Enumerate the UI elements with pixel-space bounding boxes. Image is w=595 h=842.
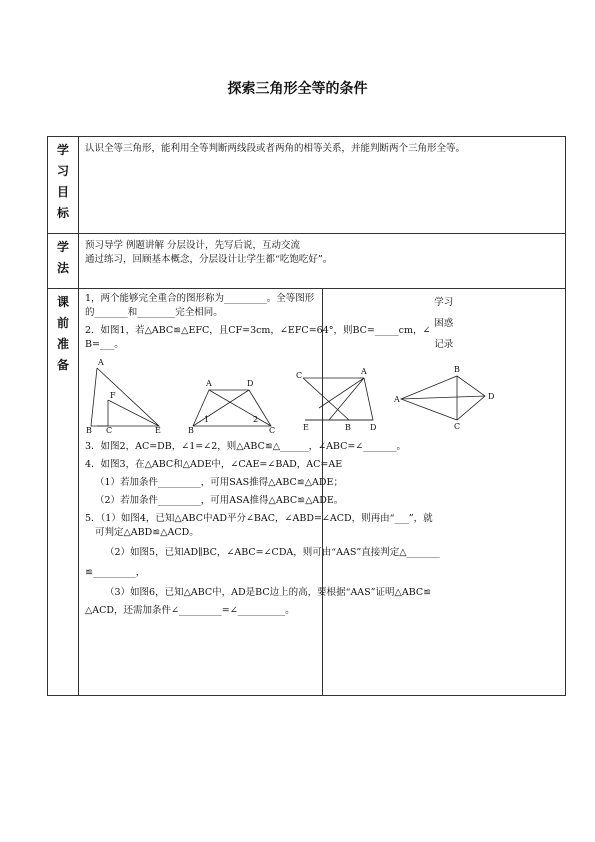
fig3-label-a: A: [361, 367, 367, 376]
fig2-label-1: 1: [204, 415, 210, 424]
question-5-part-1-line-1: 5．（1）如图4，已知△ABC中AD平分∠BAC，∠ABD=∠ACD，则再由“___”，就: [85, 513, 433, 524]
figure-3: [303, 378, 373, 420]
figure-1: [91, 368, 159, 426]
fig1-label-b: B: [86, 426, 92, 434]
method-row: [48, 234, 566, 289]
fig1-label-c: C: [106, 426, 113, 434]
question-1: 1，两个能够完全重合的图形称为_________。全等图形的_______和________完全相同。: [85, 293, 315, 318]
fig4-label-d: D: [488, 392, 495, 401]
fig4-label-b: B: [454, 365, 460, 374]
fig2-label-2: 2: [253, 415, 259, 424]
method-line-1: 预习导学 例题讲解 分层设计，先写后说，互动交流: [85, 240, 301, 251]
fig2-label-b: B: [188, 426, 194, 434]
figures-svg: [85, 356, 513, 434]
fig1-line-fc: [97, 400, 108, 426]
fig1-line-fe: [108, 400, 159, 426]
method-line-2: 通过练习，回顾基本概念，分层设计让学生都“吃饱吃好”。: [85, 254, 333, 265]
fig1-label-e: E: [155, 426, 161, 434]
fig3-label-e: E: [303, 423, 309, 432]
fig3-label-c: C: [296, 371, 303, 380]
question-5-part-3-line-1: （3）如图6，已知△ABC中，AD是BC边上的高，要根据“AAS”证明△ABC≌: [105, 587, 432, 598]
prep-header: 课 前 准 备: [48, 289, 79, 696]
fig1-label-f: F: [110, 391, 116, 400]
fig4-label-c: C: [454, 422, 461, 431]
fig3-label-b: B: [345, 423, 351, 432]
question-4-part-1: （1）若加条件_________，可用SAS推得△ABC≌△ADE；: [95, 477, 343, 488]
method-header: 学 法: [48, 234, 79, 289]
question-3: 3．如图2，AC=DB，∠1=∠2，则△ABC≌△______，∠ABC=∠_______。: [85, 441, 407, 452]
prep-row: [48, 289, 566, 696]
question-5-part-2-line-1: （2）如图5，已知AD∥BC，∠ABC=∠CDA，则可由“AAS”直接判定△_______: [105, 547, 440, 558]
fig2-label-c: C: [269, 426, 276, 434]
fig4-quad: [401, 376, 485, 420]
fig2-label-a: A: [206, 379, 212, 388]
figures-area: [85, 356, 495, 434]
question-4: 4．如图3，在△ABC和△ADE中，∠CAE=∠BAD，AC=AE: [85, 459, 343, 470]
fig3-lines: [303, 378, 373, 420]
fig3-label-d: D: [370, 423, 377, 432]
fig3-ab: [329, 378, 364, 420]
figure-4: [401, 376, 485, 420]
fig4-label-a: A: [394, 395, 400, 404]
fig4-ad: [401, 396, 485, 399]
method-text: [79, 234, 566, 289]
page-title: 探索三角形全等的条件: [227, 81, 368, 97]
question-4-part-2: （2）若加条件_________，可用ASA推得△ABC≌△ADE。: [95, 495, 344, 506]
goal-text: 认识全等三角形，能利用全等判断两线段或者两角的相等关系，并能判断两个三角形全等。: [79, 137, 566, 234]
goal-row: [48, 137, 566, 234]
question-2-line-1: 2．如图1，若△ABC≌△EFC，且CF=3cm，∠EFC=64°，则BC=_____cm，∠: [85, 325, 431, 336]
fig1-label-a: A: [98, 358, 104, 367]
fig1-triangle-abe: [91, 368, 159, 426]
question-2-line-2: B=___。: [85, 339, 124, 350]
fig3-ae: [319, 378, 364, 408]
fig3-ce: [303, 378, 349, 420]
notes-column: 学习 困惑 记录: [322, 289, 566, 696]
fig2-label-d: D: [247, 379, 254, 388]
lesson-table: [47, 136, 566, 696]
question-5-part-3-line-2: △ACD，还需加条件∠_________=∠__________。: [85, 605, 295, 616]
question-5-part-1-line-2: 可判定△ABD≌△ACD。: [95, 527, 199, 538]
question-5-part-2-line-2: ≌_________，: [85, 567, 146, 578]
goal-header: 学 习 目 标: [48, 137, 79, 234]
